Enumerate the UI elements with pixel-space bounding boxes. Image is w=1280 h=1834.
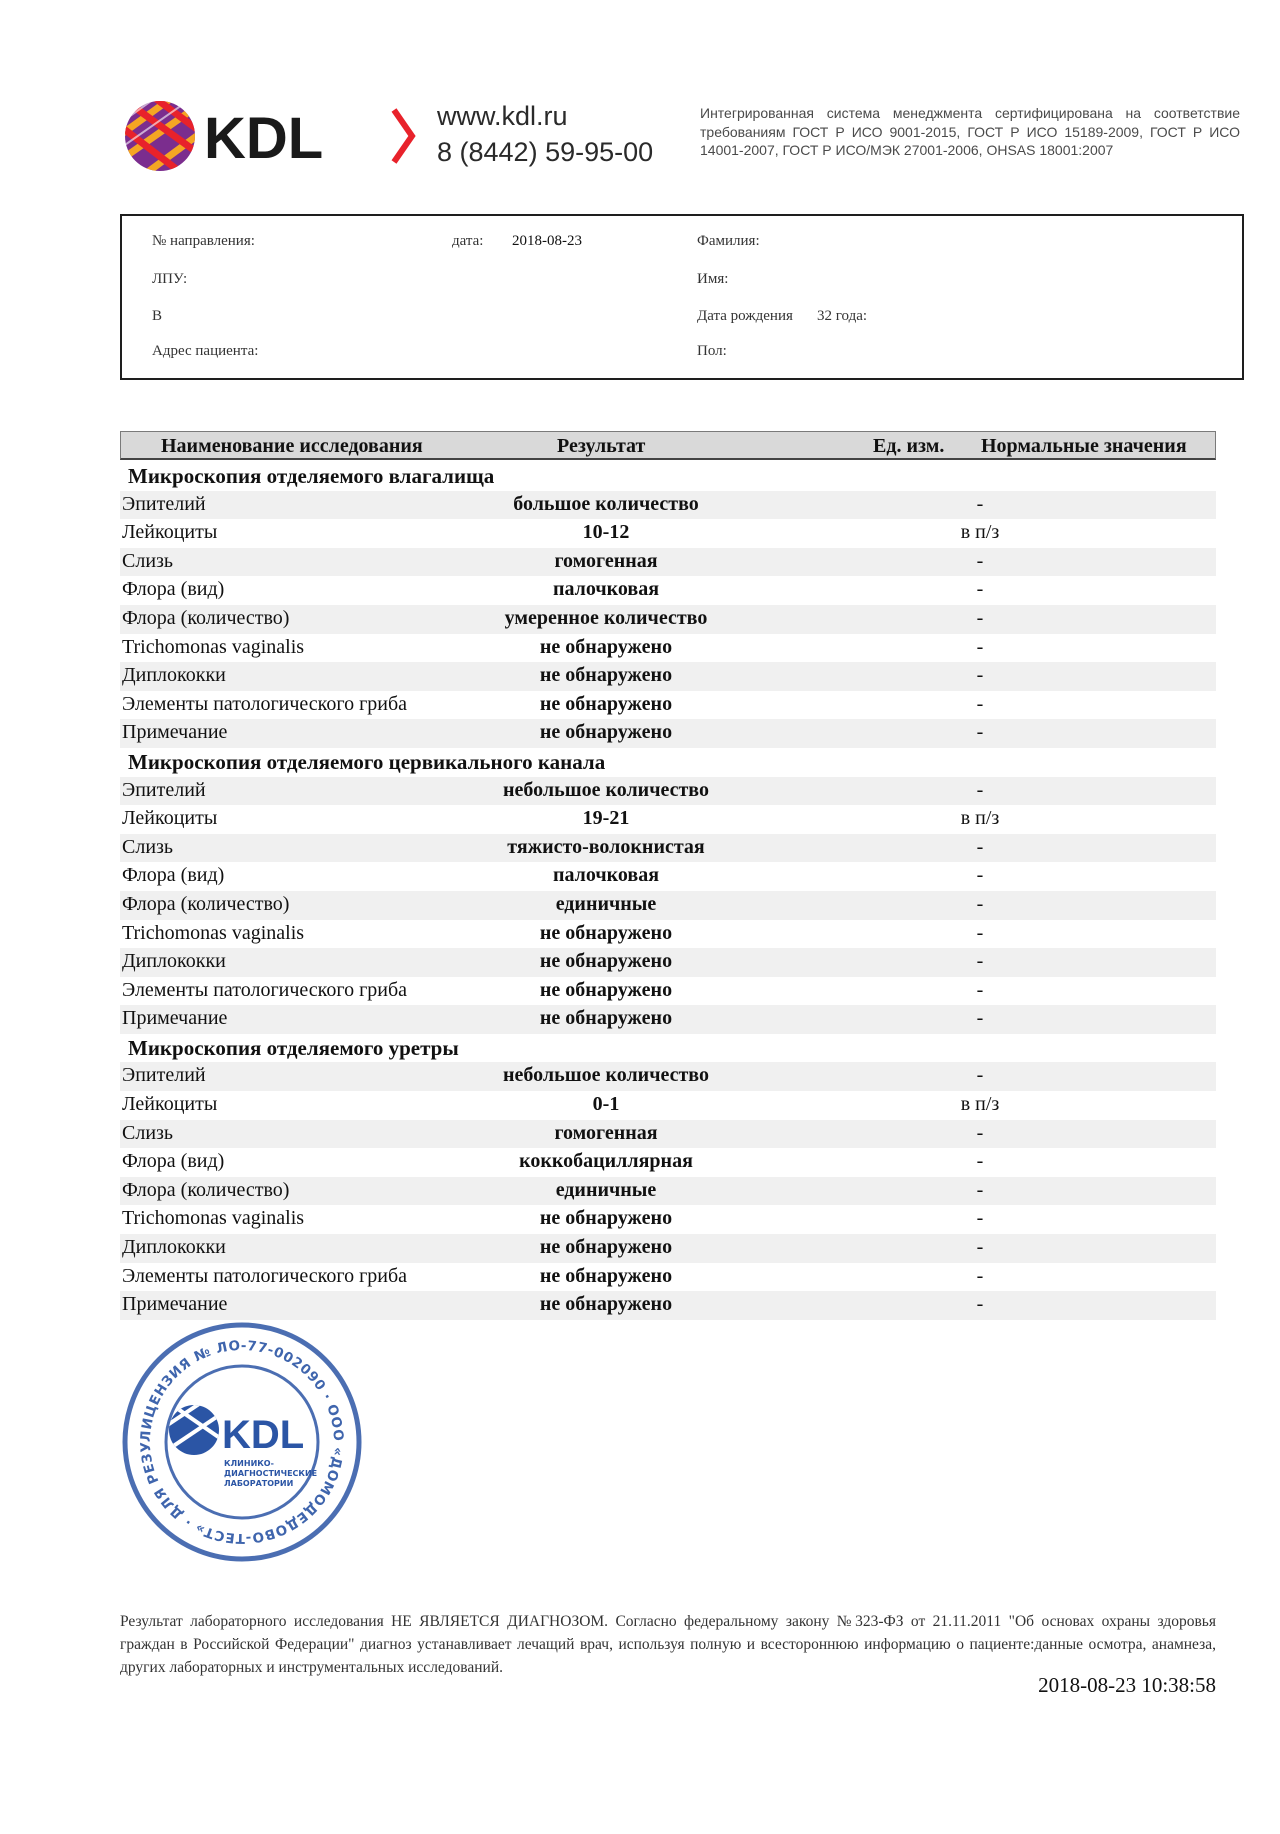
logo-chevron-icon — [394, 110, 412, 162]
table-row — [120, 605, 1216, 634]
table-row — [120, 491, 1216, 520]
test-result: не обнаружено — [539, 1293, 673, 1316]
test-result: не обнаружено — [539, 721, 673, 744]
test-name: Диплококки — [122, 950, 226, 973]
test-unit: - — [976, 835, 984, 858]
test-result: палочковая — [552, 864, 660, 887]
table-row — [120, 519, 1216, 548]
lpu-label: ЛПУ: — [152, 271, 188, 287]
section-title: Микроскопия отделяемого цервикального канала — [128, 749, 606, 774]
test-unit: - — [976, 721, 984, 744]
test-name: Лейкоциты — [122, 1093, 218, 1116]
test-name: Trichomonas vaginalis — [122, 635, 305, 658]
header-name: Наименование исследования — [161, 435, 423, 457]
test-result: единичные — [555, 892, 657, 915]
test-unit: в п/з — [960, 521, 1000, 544]
test-name: Примечание — [122, 721, 228, 744]
laboratory-stamp — [120, 1320, 364, 1564]
test-result: гомогенная — [554, 549, 658, 572]
test-result: гомогенная — [554, 1121, 658, 1144]
table-row — [120, 1177, 1216, 1206]
stamp-ball-icon — [160, 1390, 230, 1470]
test-name: Trichomonas vaginalis — [122, 1207, 305, 1230]
referral-label: № направления: — [152, 233, 255, 249]
test-result: 0-1 — [592, 1093, 620, 1116]
test-unit: - — [976, 1007, 984, 1030]
v-label: В — [152, 308, 163, 324]
test-result: не обнаружено — [539, 1007, 673, 1030]
table-row — [120, 1005, 1216, 1034]
test-result: коккобациллярная — [519, 1150, 693, 1173]
section-header — [120, 748, 1216, 777]
test-result: небольшое количество — [503, 778, 709, 801]
table-row — [120, 862, 1216, 891]
section-header — [120, 1034, 1216, 1063]
stamp-caption-3: ЛАБОРАТОРИИ — [224, 1479, 294, 1488]
contacts — [437, 98, 653, 170]
table-row — [120, 1205, 1216, 1234]
table-row — [120, 777, 1216, 806]
test-unit: - — [976, 606, 984, 629]
header-result: Результат — [557, 435, 646, 457]
test-result: не обнаружено — [539, 1264, 673, 1287]
test-unit: - — [976, 978, 984, 1001]
test-unit: в п/з — [960, 807, 1000, 830]
test-name: Флора (вид) — [122, 578, 225, 601]
table-row — [120, 948, 1216, 977]
table-row — [120, 1291, 1216, 1320]
results-table-header — [120, 431, 1216, 460]
date-value: 2018-08-23 — [512, 233, 582, 249]
test-result: не обнаружено — [539, 978, 673, 1001]
test-name: Trichomonas vaginalis — [122, 921, 305, 944]
test-name: Элементы патологического гриба — [122, 978, 408, 1001]
test-result: не обнаружено — [539, 921, 673, 944]
certification-note: Интегрированная система менеджмента сертифицирована на соответствие требованиям ГОСТ Р ИСО 9001-2015, ГОСТ Р ИСО 15189-2009, ГОСТ Р ИСО 14001-2007, ГОСТ Р ИСО/МЭК 27001-2006, OHSAS 18001:2007 — [700, 105, 1240, 158]
test-result: 19-21 — [582, 807, 630, 830]
test-unit: - — [976, 664, 984, 687]
test-unit: - — [976, 864, 984, 887]
test-name: Слизь — [122, 835, 174, 858]
test-result: палочковая — [552, 578, 660, 601]
table-row — [120, 1091, 1216, 1120]
sex-label: Пол: — [697, 343, 727, 359]
date-label: дата: — [452, 233, 484, 249]
table-row — [120, 1148, 1216, 1177]
test-unit: - — [976, 778, 984, 801]
test-unit: - — [976, 1264, 984, 1287]
test-name: Диплококки — [122, 1236, 226, 1259]
test-result: единичные — [555, 1178, 657, 1201]
test-unit: - — [976, 921, 984, 944]
test-name: Элементы патологического гриба — [122, 1264, 408, 1287]
test-name: Эпителий — [122, 1064, 206, 1087]
header-norm: Нормальные значения — [981, 435, 1187, 457]
test-result: умеренное количество — [504, 606, 708, 629]
table-row — [120, 662, 1216, 691]
section-title: Микроскопия отделяемого уретры — [128, 1035, 459, 1060]
test-result: большое количество — [513, 492, 699, 515]
surname-label: Фамилия: — [697, 233, 760, 249]
test-unit: - — [976, 549, 984, 572]
results-table-body — [120, 462, 1216, 1320]
test-result: не обнаружено — [539, 664, 673, 687]
stamp-caption-1: КЛИНИКО- — [224, 1459, 274, 1468]
test-result: не обнаружено — [539, 692, 673, 715]
test-unit: - — [976, 635, 984, 658]
test-unit: - — [976, 1207, 984, 1230]
test-unit: - — [976, 1293, 984, 1316]
test-name: Диплококки — [122, 664, 226, 687]
test-name: Лейкоциты — [122, 521, 218, 544]
table-row — [120, 548, 1216, 577]
test-name: Флора (количество) — [122, 1178, 290, 1201]
table-row — [120, 719, 1216, 748]
age-value: 32 года: — [817, 308, 868, 324]
name-label: Имя: — [697, 271, 729, 287]
test-unit: - — [976, 1150, 984, 1173]
stamp-caption-2: ДИАГНОСТИЧЕСКИЕ — [224, 1469, 318, 1478]
table-row — [120, 920, 1216, 949]
test-unit: - — [976, 950, 984, 973]
table-row — [120, 1120, 1216, 1149]
test-unit: - — [976, 1178, 984, 1201]
site-url[interactable]: www.kdl.ru — [437, 101, 568, 131]
test-name: Флора (количество) — [122, 606, 290, 629]
test-result: не обнаружено — [539, 1207, 673, 1230]
test-result: тяжисто-волокнистая — [507, 835, 705, 858]
kdl-logo — [122, 96, 422, 176]
test-unit: - — [976, 892, 984, 915]
test-unit: - — [976, 1121, 984, 1144]
print-timestamp: 2018-08-23 10:38:58 — [1038, 1673, 1216, 1697]
table-row — [120, 576, 1216, 605]
test-name: Примечание — [122, 1007, 228, 1030]
table-row — [120, 1234, 1216, 1263]
table-row — [120, 977, 1216, 1006]
table-row — [120, 805, 1216, 834]
test-unit: - — [976, 692, 984, 715]
test-unit: - — [976, 1236, 984, 1259]
test-unit: - — [976, 578, 984, 601]
table-row — [120, 634, 1216, 663]
test-name: Примечание — [122, 1293, 228, 1316]
table-row — [120, 1062, 1216, 1091]
header-unit: Ед. изм. — [873, 435, 945, 457]
test-result: не обнаружено — [539, 950, 673, 973]
test-result: 10-12 — [582, 521, 630, 544]
disclaimer-text: Результат лабораторного исследования НЕ ЯВЛЯЕТСЯ ДИАГНОЗОМ. Согласно федеральному закону №323-ФЗ от 21.11.2011 "Об основах охраны здоровья граждан в Российской Федерации" диагноз устанавливает лечащий врач, используя полную и всестороннюю информацию о пациенте:данные осмотра, анамнеза, других лабораторных и инструментальных исследований. — [120, 1613, 1216, 1676]
table-row — [120, 1263, 1216, 1292]
stamp-ring-text: ЛИЦЕНЗИЯ № ЛО-77-002090 · ООО «ДОМОДЕДОВО-ТЕСТ» · ДЛЯ РЕЗУ — [137, 1337, 347, 1547]
test-name: Слизь — [122, 549, 174, 572]
logo-wordmark: KDL — [204, 106, 324, 171]
table-row — [120, 891, 1216, 920]
table-row — [120, 691, 1216, 720]
site-phone: 8 (8442) 59-95-00 — [437, 137, 654, 167]
test-name: Флора (вид) — [122, 1150, 225, 1173]
dob-label: Дата рождения — [697, 308, 793, 324]
test-result: не обнаружено — [539, 635, 673, 658]
stamp-graphic — [120, 1320, 364, 1564]
test-name: Лейкоциты — [122, 807, 218, 830]
stamp-logo: KDL — [222, 1413, 305, 1457]
test-result: небольшое количество — [503, 1064, 709, 1087]
test-name: Эпителий — [122, 778, 206, 801]
section-header — [120, 462, 1216, 491]
table-row — [120, 834, 1216, 863]
test-name: Эпителий — [122, 492, 206, 515]
test-name: Слизь — [122, 1121, 174, 1144]
test-unit: - — [976, 492, 984, 515]
patient-info-box — [120, 214, 1244, 380]
section-title: Микроскопия отделяемого влагалища — [128, 464, 495, 488]
kdl-logo-graphic — [122, 96, 422, 176]
test-unit: - — [976, 1064, 984, 1087]
test-name: Флора (количество) — [122, 892, 290, 915]
test-name: Флора (вид) — [122, 864, 225, 887]
test-unit: в п/з — [960, 1093, 1000, 1116]
test-result: не обнаружено — [539, 1236, 673, 1259]
address-label: Адрес пациента: — [152, 343, 259, 359]
test-name: Элементы патологического гриба — [122, 692, 408, 715]
